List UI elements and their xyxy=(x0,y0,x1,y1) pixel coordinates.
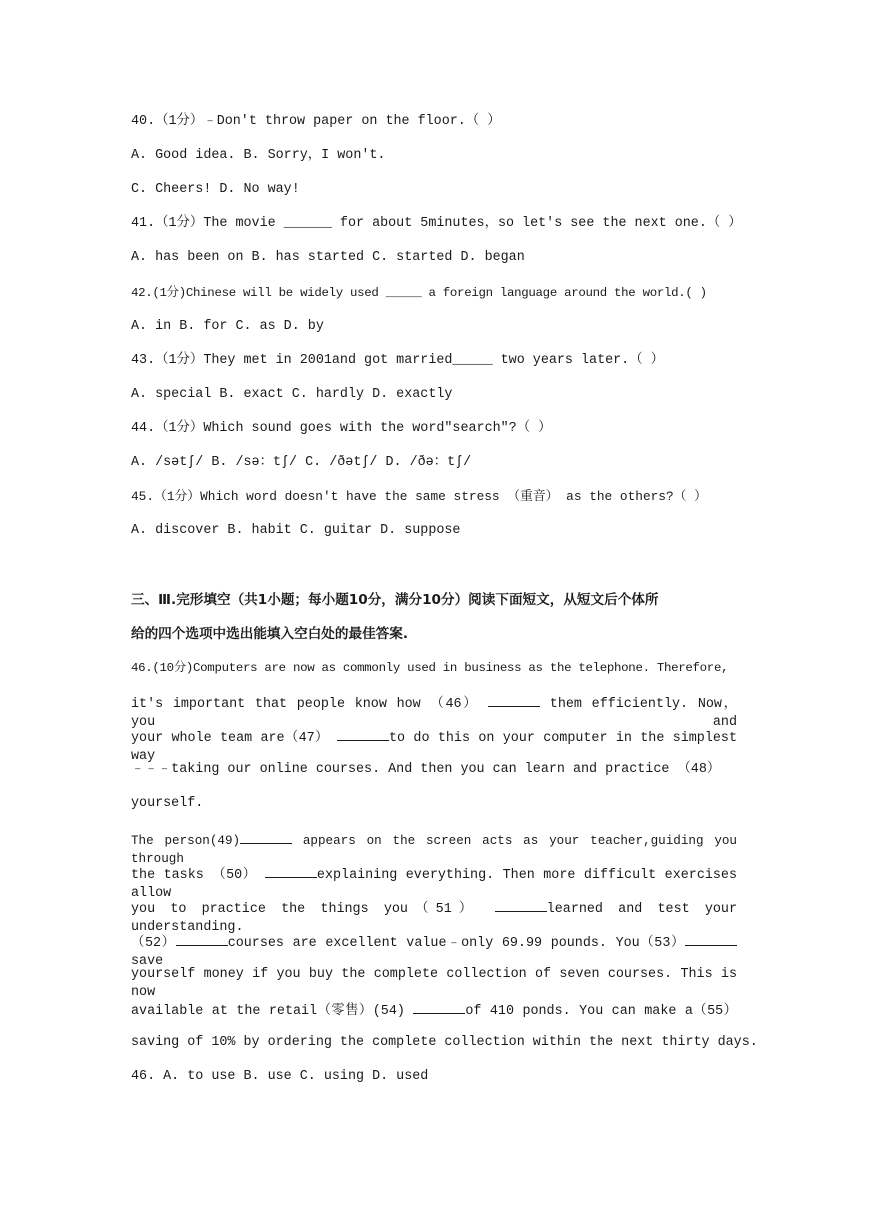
blank-53 xyxy=(685,932,737,946)
passage-text: the tasks （50） xyxy=(131,868,257,883)
passage-text: （52） xyxy=(131,936,176,951)
passage-text: of 410 ponds. You can make a（55） xyxy=(465,1004,737,1019)
question-46-options: 46. A. to use B. use C. using D. used xyxy=(131,1069,429,1084)
section-heading-continued: 给的四个选项中选出能填入空白处的最佳答案. xyxy=(131,626,409,642)
question-44-options: A. /sətʃ/ B. /sə：tʃ/ C. /ðətʃ/ D. /ðə：tʃ/ xyxy=(131,455,472,470)
blank-49 xyxy=(240,830,292,844)
passage-text: save xyxy=(131,954,164,969)
passage-line-10: yourself money if you buy the complete collection of seven courses. This is now xyxy=(131,967,737,1000)
passage-text: available at the retail（零售）(54) xyxy=(131,1004,405,1019)
question-42-options: A. in B. for C. as D. by xyxy=(131,319,324,334)
passage-text: explaining everything. Then more difficult exercises allow xyxy=(131,868,737,901)
blank-52 xyxy=(176,932,228,946)
question-42-stem: 42.(1分)Chinese will be widely used _____ a foreign language around the world.( ) xyxy=(131,286,707,300)
passage-text: learned and test your understanding. xyxy=(131,902,737,935)
passage-text: your whole team are（47） xyxy=(131,731,329,746)
passage-line-1: 46.(10分)Computers are now as commonly used in business as the telephone. Therefore, xyxy=(131,661,729,675)
passage-text: them efficiently. Now，you and xyxy=(131,697,737,730)
passage-text: courses are excellent value﹣only 69.99 pounds. You（53） xyxy=(227,936,685,951)
passage-line-6 xyxy=(131,830,737,868)
passage-line-11 xyxy=(131,1000,737,1021)
passage-line-5: yourself. xyxy=(131,796,204,811)
question-45-options: A. discover B. habit C. guitar D. suppose xyxy=(131,523,461,538)
passage-text: The person(49) xyxy=(131,834,241,848)
question-41-options: A. has been on B. has started C. started D. began xyxy=(131,250,525,265)
passage-text: you to practice the things you（51） xyxy=(131,902,480,917)
question-45-stem: 45.（1分）Which word doesn't have the same stress （重音） as the others?（ ） xyxy=(131,489,707,504)
question-40-stem: 40.（1分）﹣Don't throw paper on the floor.（ ） xyxy=(131,114,501,129)
passage-text: appears on the screen acts as your teacher,guiding you through xyxy=(131,834,737,866)
blank-47 xyxy=(337,727,389,741)
question-43-stem: 43.（1分）They met in 2001and got married_____ two years later.（ ） xyxy=(131,353,665,368)
passage-text: it's important that people know how （46） xyxy=(131,697,479,712)
blank-46 xyxy=(488,693,540,707)
question-40-options-ab: A. Good idea. B. Sorry，I won't. xyxy=(131,148,386,163)
blank-54 xyxy=(413,1000,465,1014)
question-44-stem: 44.（1分）Which sound goes with the word"search"?（ ） xyxy=(131,421,552,436)
question-41-stem: 41.（1分）The movie ______ for about 5minutes，so let's see the next one.（ ） xyxy=(131,216,742,231)
passage-line-12: saving of 10% by ordering the complete collection within the next thirty days. xyxy=(131,1035,758,1050)
passage-text: to do this on your computer in the simplest way xyxy=(131,731,737,764)
section-heading: 三、Ⅲ.完形填空（共1小题；每小题10分，满分10分）阅读下面短文，从短文后个体所 xyxy=(131,592,659,608)
blank-50 xyxy=(265,864,317,878)
question-43-options: A. special B. exact C. hardly D. exactly xyxy=(131,387,453,402)
blank-51 xyxy=(495,898,547,912)
passage-line-4: ﹣﹣﹣taking our online courses. And then you can learn and practice （48） xyxy=(131,762,721,777)
question-40-options-cd: C. Cheers! D. No way! xyxy=(131,182,300,197)
